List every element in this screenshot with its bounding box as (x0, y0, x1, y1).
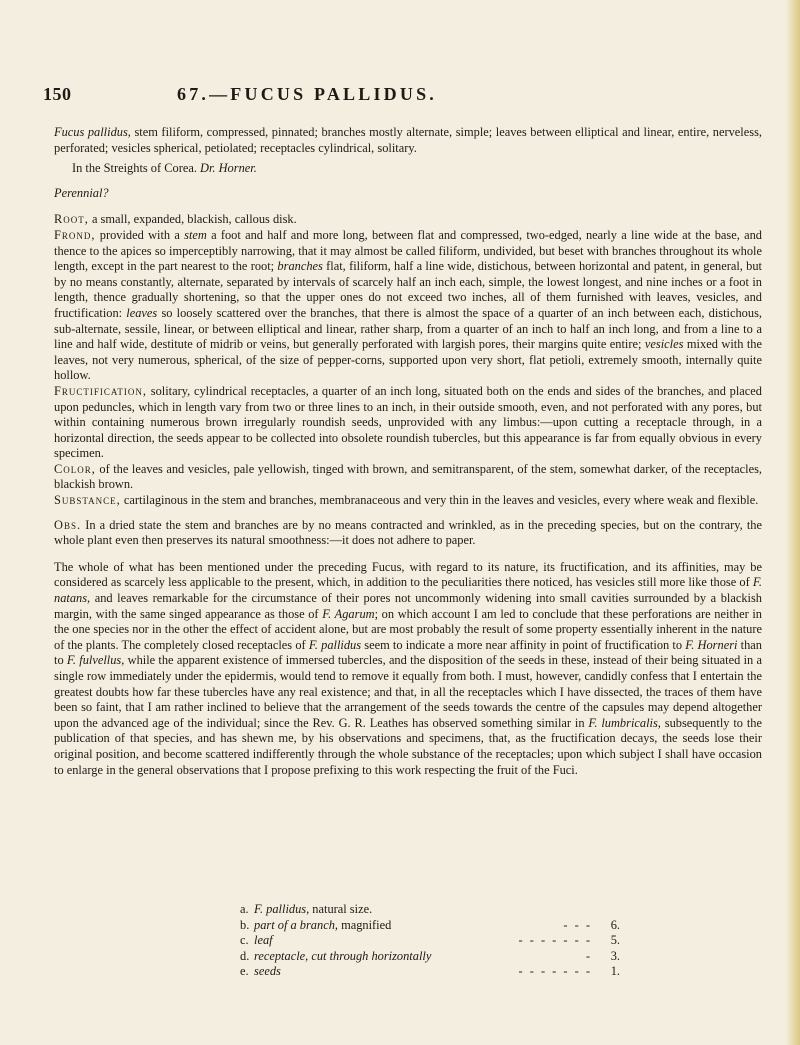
fructification-label: Fructification, (54, 383, 147, 398)
page-edge (786, 0, 800, 1045)
figure-item: c. leaf - - - - - - - 5. (240, 933, 620, 948)
fructification-description: Fructification, solitary, cylindrical receptacles, a quarter of an inch long, situated both on the ends and sides of the branches, and placed upon peduncles, which in length vary from two or three lines to an inch, in their outside smooth, even, and not perforated with any pores, but within containing numerous brown irregularly roundish seeds, unprovided with any limbus:—upon cutting a receptacle through, in a horizontal direction, the seeds appear to be collected into obsolete roundish tubercles, but this appearance is far from equally obvious in every specimen. (54, 383, 762, 461)
habitat: In the Streights of Corea. Dr. Horner. (72, 161, 257, 176)
figure-item: b. part of a branch, magnified - - - 6. (240, 917, 620, 932)
habitat-authority: Dr. Horner. (200, 161, 257, 176)
discussion: The whole of what has been mentioned under the preceding Fucus, with regard to its nature, its fructification, and its affinities, may be considered as scarcely less applicable to the present, which, in addition to the peculiarities there noticed, has vesicles still more like those of F. natans, and leaves remarkable for the circumstance of their pores not uncommonly widening into small cavities surrounded by a blackish margin, with the same singed appearance as those of F. Agarum; on which account I am led to conclude that these perforations are neither in the one species nor in the other the effect of accident alone, but are most probably the result of some property essentially inherent in the nature of the plants. The completely closed receptacles of F. pallidus seem to indicate a more near affinity in point of fructification to F. Horneri than to F. fulvellus, while the apparent existence of immersed tubercles, and the disposition of the seeds in these, instead of their being situated in a single row immediately under the epidermis, would tend to remove it equally from both. I must, however, candidly confess that I entertain the greatest doubts how far these tubercles have any real existence; and that, in all the receptacles which I have dissected, the traces of them have been so faint, that I am rather inclined to believe that the arrangement of the seeds towards the centre of the capsules may depend altogether upon the advanced age of the individual; since the Rev. G. R. Leathes has observed something similar in F. lumbricalis, subsequently to the publication of that species, and has shewn me, by his observations and specimens, that, as the fructification decays, the seeds lose their original position, and become scattered indifferently through the whole substance of the receptacles; upon which subject I shall have occasion to enlarge in the general observations that I propose prefixing to this work respecting the fruit of the Fuci. (54, 559, 763, 777)
main-text (54, 125, 762, 778)
frond-description: Frond, provided with a stem a foot and half and more long, between flat and compressed, two-edged, nearly a line wide at the base, and thence to the apices so imperceptibly narrowing, that it may almost be called filiform, undivided, but beset with branches throughout its whole length, except in the part nearest to the root; branches flat, filiform, half a line wide, distichous, between horizontal and patent, in general, but by no means constantly, alternate, separated by intervals of scarcely half an inch each, simple, the lowest longest, and nine inches or a foot in length, thence gradually shortening, so that the upper ones do not exceed two inches, all of them furnished with leaves, vesicles, and fructification: leaves so loosely scattered over the branches, that there is almost the space of a quarter of an inch between each, distichous, sub-alternate, sessile, linear, or between elliptical and linear, rather sharp, from a quarter of an inch to half an inch long, and from a line to a line and half wide, destitute of midrib or veins, but generally perforated with largish pores, their margins quite entire; vesicles mixed with the leaves, not very numerous, spherical, of the size of pepper-corns, supported upon very short, flat petioli, extremely smooth, internally quite hollow. (54, 227, 763, 383)
duration: Perennial? (54, 185, 109, 200)
color-label: Color, (54, 461, 96, 476)
frond-label: Frond, (54, 227, 96, 242)
color-description: Color, of the leaves and vesicles, pale yellowish, tinged with brown, and semitransparent, of the stem, somewhat darker, of the receptacles, blackish brown. (54, 461, 762, 492)
substance-label: Substance, (54, 493, 121, 508)
species-name: Fucus pallidus, (54, 125, 131, 139)
figure-item: e. seeds - - - - - - - 1. (240, 964, 620, 979)
running-title: 67.—FUCUS PALLIDUS. (177, 84, 437, 104)
obs-label: Obs. (54, 517, 82, 532)
figure-legend (240, 902, 620, 980)
root-description: Root, a small, expanded, blackish, callous disk. (54, 212, 297, 227)
observation: Obs. In a dried state the stem and branches are by no means contracted and wrinkled, as in the preceding species, but on the contrary, the whole plant even then preserves its natural smoothness:—it does not adhere to paper. (54, 517, 762, 548)
species-diagnosis: Fucus pallidus, stem filiform, compressed, pinnated; branches mostly alternate, simple; leaves between elliptical and linear, entire, nerveless, perforated; vesicles spherical, petiolated; receptacles cylindrical, solitary. (54, 125, 762, 155)
figure-item: a. F. pallidus, natural size. (240, 902, 373, 916)
substance-description: Substance, cartilaginous in the stem and branches, membranaceous and very thin in the leaves and vesicles, every where weak and flexible. (54, 493, 759, 508)
figure-item: d. receptacle, cut through horizontally - 3. (240, 948, 620, 963)
root-label: Root, (54, 212, 89, 227)
page-number: 150 (43, 84, 72, 104)
